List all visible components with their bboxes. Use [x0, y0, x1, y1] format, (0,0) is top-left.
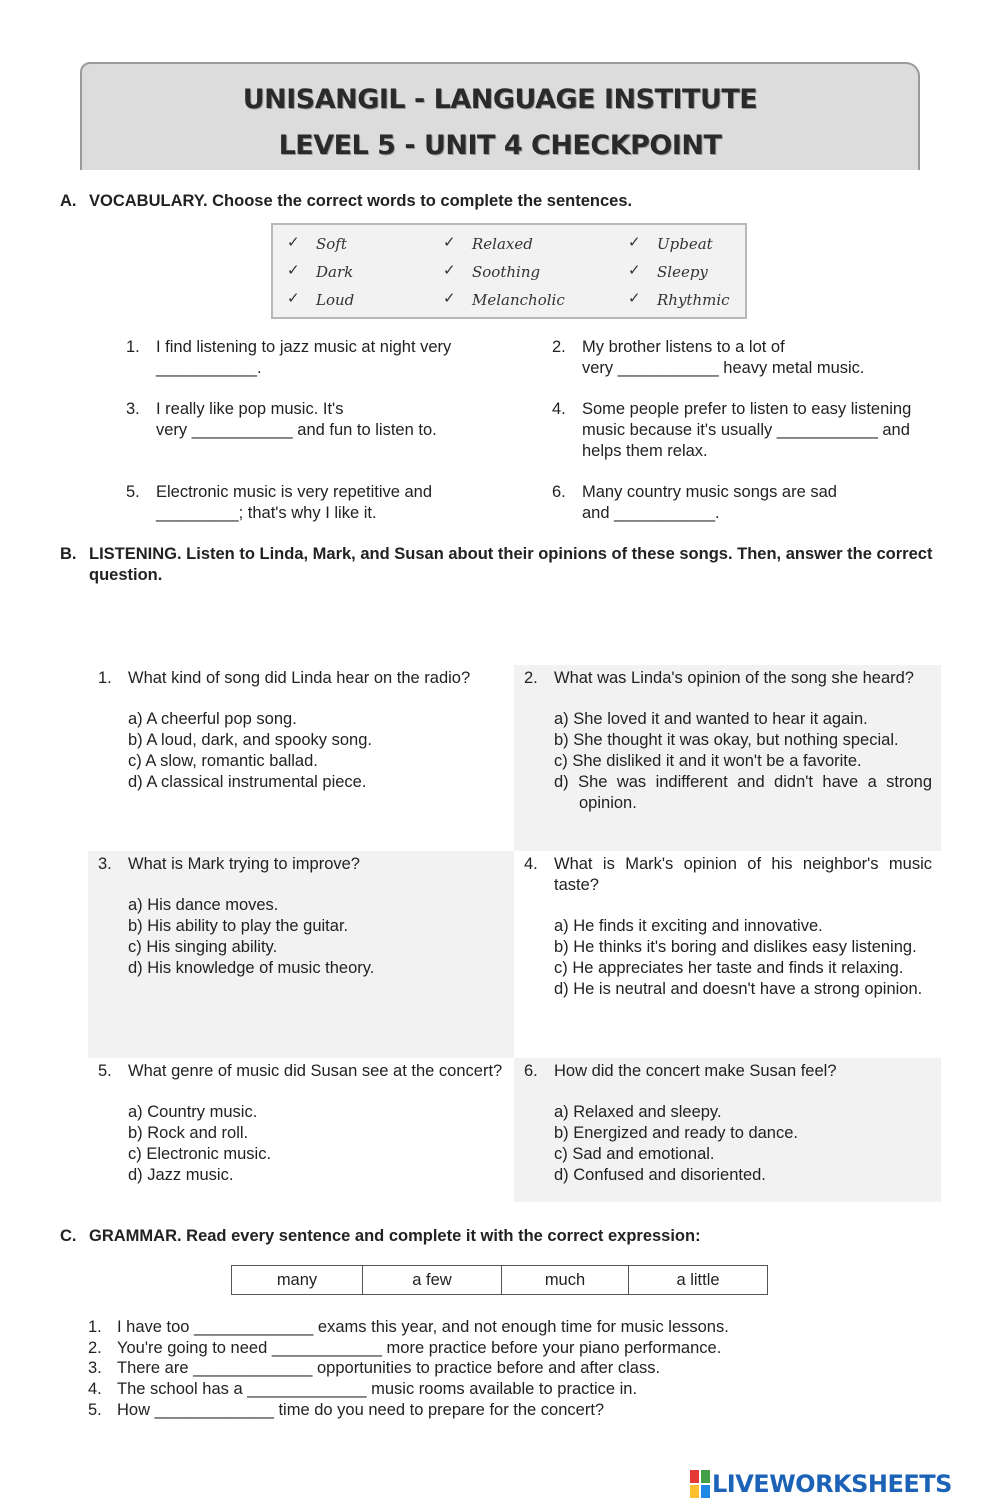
question-line: My brother listens to a lot of [582, 338, 785, 356]
option[interactable]: c) He appreciates her taste and finds it relaxing. [554, 959, 904, 977]
sentence-number: 1. [88, 1318, 102, 1336]
options-list [128, 895, 502, 979]
listening-question-6 [524, 1061, 932, 1186]
options-list [128, 709, 502, 793]
sentence-text[interactable]: How _____________ time do you need to prepare for the concert? [117, 1400, 605, 1419]
grammar-sentence [88, 1317, 958, 1338]
question-number: 6. [552, 483, 566, 501]
answer-blank[interactable]: and ___________. [582, 504, 720, 522]
grammar-sentences [88, 1317, 958, 1421]
option[interactable]: b) She thought it was okay, but nothing special. [554, 731, 899, 749]
option[interactable]: b) Energized and ready to dance. [554, 1124, 798, 1142]
question-number: 3. [98, 855, 112, 873]
option[interactable]: d) Confused and disoriented. [554, 1166, 766, 1184]
sentence-number: 4. [88, 1380, 102, 1399]
word-rhythmic: Rhythmic [657, 291, 730, 309]
expression-much: much [502, 1266, 629, 1295]
sentence-number: 3. [88, 1359, 102, 1378]
section-b-letter: B. [60, 545, 77, 563]
question-text: How did the concert make Susan feel? [554, 1062, 837, 1080]
vocab-question-1 [126, 337, 506, 379]
word-relaxed: Relaxed [472, 235, 533, 253]
section-a-title [60, 191, 950, 212]
check-icon: ✓ [443, 289, 456, 307]
option[interactable]: c) Electronic music. [128, 1145, 272, 1163]
expression-a-little: a little [629, 1266, 768, 1295]
check-icon: ✓ [443, 233, 456, 251]
question-number: 4. [524, 855, 538, 873]
vocab-question-2 [552, 337, 942, 379]
question-number: 1. [126, 338, 140, 356]
section-b-title [60, 544, 950, 586]
question-line: I find listening to jazz music at night very [156, 338, 452, 356]
section-a-instructions: VOCABULARY. Choose the correct words to complete the sentences. [89, 192, 633, 210]
vocab-question-6 [552, 482, 942, 524]
question-number: 3. [126, 400, 140, 418]
option[interactable]: b) A loud, dark, and spooky song. [128, 731, 372, 749]
word-upbeat: Upbeat [657, 235, 713, 253]
logo-text: LIVEWORKSHEETS [712, 1470, 952, 1498]
option[interactable]: c) Sad and emotional. [554, 1145, 715, 1163]
answer-blank[interactable]: music because it's usually ___________ and [582, 421, 910, 439]
option[interactable]: b) He thinks it's boring and dislikes easy listening. [554, 938, 917, 956]
word-soft: Soft [316, 235, 347, 253]
check-icon: ✓ [443, 261, 456, 279]
option[interactable]: a) His dance moves. [128, 896, 279, 914]
option[interactable]: d) She was indifferent and didn't have a strong opinion. [554, 773, 932, 812]
grammar-sentence [88, 1379, 958, 1400]
option[interactable]: c) His singing ability. [128, 938, 278, 956]
option[interactable]: d) He is neutral and doesn't have a strong opinion. [554, 980, 923, 998]
check-icon: ✓ [287, 289, 300, 307]
section-b-instructions: LISTENING. Listen to Linda, Mark, and Susan about their opinions of these songs. Then, answer the correct question. [89, 545, 933, 584]
option[interactable]: d) Jazz music. [128, 1166, 234, 1184]
option[interactable]: a) He finds it exciting and innovative. [554, 917, 823, 935]
option[interactable]: a) Relaxed and sleepy. [554, 1103, 722, 1121]
question-line: Some people prefer to listen to easy listening [582, 400, 912, 418]
question-text: What is Mark's opinion of his neighbor's music taste? [554, 855, 932, 894]
option[interactable]: a) Country music. [128, 1103, 258, 1121]
checkpoint-title: LEVEL 5 - UNIT 4 CHECKPOINT [278, 130, 722, 161]
question-text: What genre of music did Susan see at the concert? [128, 1062, 503, 1080]
option[interactable]: b) His ability to play the guitar. [128, 917, 349, 935]
grammar-sentence [88, 1338, 958, 1359]
answer-blank[interactable]: _________; that's why I like it. [156, 504, 377, 522]
listening-question-3 [98, 854, 502, 979]
answer-blank[interactable]: very ___________ and fun to listen to. [156, 421, 437, 439]
institute-title: UNISANGIL - LANGUAGE INSTITUTE [242, 84, 758, 115]
options-list [554, 1102, 932, 1186]
grammar-sentence [88, 1358, 958, 1379]
question-number: 1. [98, 669, 112, 687]
sentence-number: 5. [88, 1400, 102, 1419]
word-dark: Dark [316, 263, 354, 281]
logo-icon [690, 1470, 710, 1498]
expressions-table [231, 1265, 768, 1295]
sentence-text[interactable]: I have too _____________ exams this year, and not enough time for music lessons. [117, 1318, 729, 1336]
question-number: 5. [98, 1062, 112, 1080]
question-text: What kind of song did Linda hear on the radio? [128, 669, 471, 687]
question-number: 6. [524, 1062, 538, 1080]
sentence-text[interactable]: The school has a _____________ music rooms available to practice in. [117, 1380, 638, 1399]
question-line: Electronic music is very repetitive and [156, 483, 433, 501]
check-icon: ✓ [287, 261, 300, 279]
section-c-instructions: GRAMMAR. Read every sentence and complete it with the correct expression: [89, 1227, 701, 1245]
check-icon: ✓ [287, 233, 300, 251]
listening-question-1 [98, 668, 502, 793]
vocab-question-3 [126, 399, 506, 441]
question-number: 2. [552, 338, 566, 356]
option[interactable]: d) A classical instrumental piece. [128, 773, 367, 791]
vocab-question-5 [126, 482, 506, 524]
question-text: What is Mark trying to improve? [128, 855, 360, 873]
sentence-text[interactable]: You're going to need ____________ more practice before your piano performance. [117, 1338, 722, 1357]
check-icon: ✓ [628, 233, 641, 251]
options-list [554, 916, 932, 1000]
answer-blank[interactable]: very ___________ heavy metal music. [582, 359, 865, 377]
liveworksheets-logo [690, 1470, 952, 1498]
options-list [554, 709, 932, 814]
word-sleepy: Sleepy [657, 263, 708, 281]
grammar-sentence [88, 1400, 958, 1421]
option[interactable]: d) His knowledge of music theory. [128, 959, 375, 977]
option[interactable]: a) A cheerful pop song. [128, 710, 297, 728]
answer-blank[interactable]: ___________. [156, 359, 262, 377]
question-line: helps them relax. [582, 442, 708, 460]
question-number: 4. [552, 400, 566, 418]
question-line: Many country music songs are sad [582, 483, 837, 501]
section-c-title [60, 1226, 950, 1247]
listening-question-2 [524, 668, 932, 814]
section-a-letter: A. [60, 192, 77, 210]
expression-a-few: a few [363, 1266, 502, 1295]
word-loud: Loud [316, 291, 355, 309]
question-number: 2. [524, 669, 538, 687]
sentence-number: 2. [88, 1338, 102, 1357]
options-list [128, 1102, 506, 1186]
option[interactable]: c) A slow, romantic ballad. [128, 752, 318, 770]
option[interactable]: a) She loved it and wanted to hear it again. [554, 710, 868, 728]
word-melancholic: Melancholic [472, 291, 565, 309]
sentence-text[interactable]: There are _____________ opportunities to practice before and after class. [117, 1359, 661, 1378]
vocab-question-4 [552, 399, 952, 462]
expression-many: many [232, 1266, 363, 1295]
question-number: 5. [126, 483, 140, 501]
check-icon: ✓ [628, 289, 641, 307]
listening-question-5 [98, 1061, 506, 1186]
word-soothing: Soothing [472, 263, 541, 281]
question-text: What was Linda's opinion of the song she heard? [554, 669, 914, 687]
option[interactable]: c) She disliked it and it won't be a favorite. [554, 752, 862, 770]
question-line: I really like pop music. It's [156, 400, 344, 418]
check-icon: ✓ [628, 261, 641, 279]
listening-question-4 [524, 854, 932, 1000]
section-c-letter: C. [60, 1227, 77, 1245]
option[interactable]: b) Rock and roll. [128, 1124, 249, 1142]
